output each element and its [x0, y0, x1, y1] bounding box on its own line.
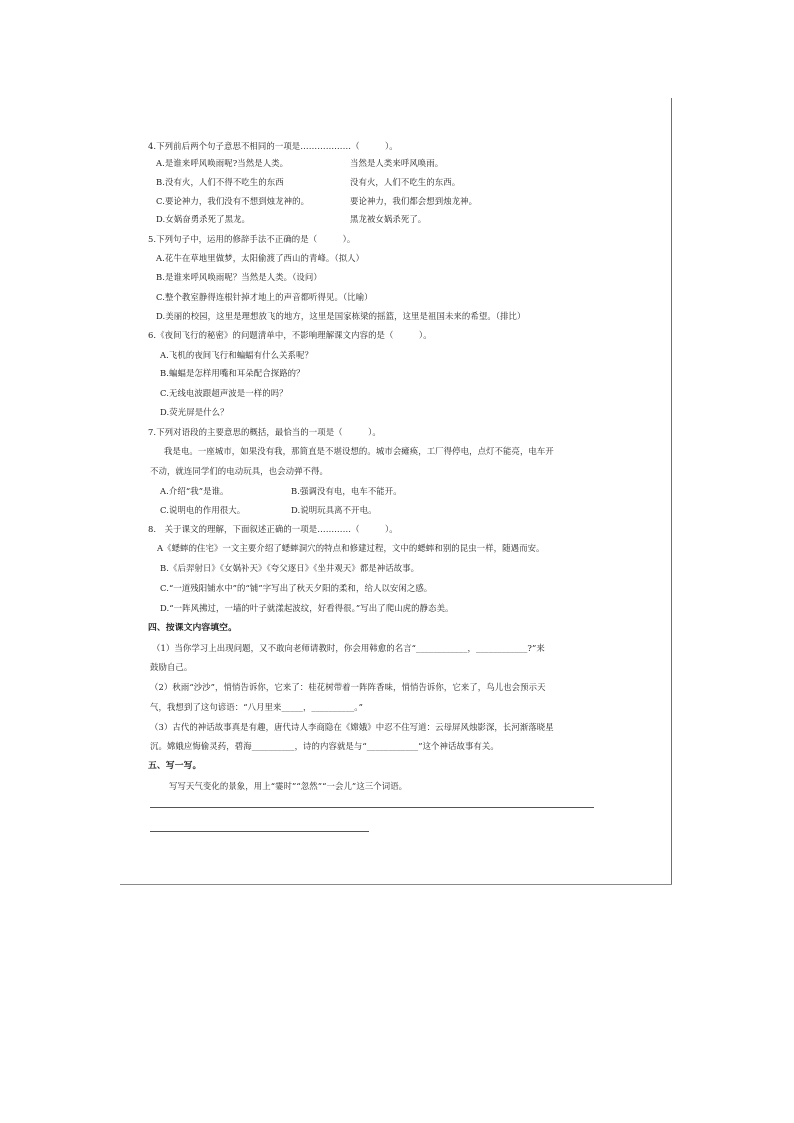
question-7-stem: 7.下列对语段的主要意思的概括，最恰当的一项是（ ）。	[148, 427, 381, 437]
fill-blank-3-line-1: （3）古代的神话故事真是有趣，唐代诗人李商隐在《嫦娥》中忍不住写道：云母屏风烛影深，长河渐落晓星	[150, 722, 554, 732]
question-5-option-b: B.是谁来呼风唤雨呢？当然是人类。（设问）	[156, 272, 322, 282]
question-6-option-b: B.蝙蝠是怎样用嘴和耳朵配合探路的？	[160, 368, 305, 378]
question-7-option-b: B.强调没有电，电车不能开。	[291, 486, 402, 496]
question-4-option-c-right: 要论神力，我们都会想到烛龙神。	[350, 196, 478, 206]
question-8-option-c: C.“一道残阳铺水中”的“铺”字写出了秋天夕阳的柔和，给人以安闲之感。	[160, 583, 433, 593]
writing-answer-line-2[interactable]	[150, 831, 369, 832]
fill-blank-1-line-1: （1）当你学习上出现问题，又不敢向老师请教时，你会用韩愈的名言“____________，____________?”来	[152, 643, 545, 653]
section-4-title: 四、按课文内容填空。	[148, 623, 237, 633]
question-5-option-d: D.美丽的校园，这里是理想放飞的地方，这里是国家栋梁的摇篮，这里是祖国未来的希望。（排比）	[156, 311, 526, 321]
question-8-option-a: A《蟋蟀的住宅》一文主要介绍了蟋蟀洞穴的特点和修建过程，文中的蟋蟀和别的昆虫一样，随遇而安。	[157, 543, 545, 553]
question-4-option-a-left: A.是谁来呼风唤雨呢?当然是人类。	[156, 158, 289, 168]
question-6-stem: 6.《夜间飞行的秘密》的问题清单中，不影响理解课文内容的是（ ）。	[148, 330, 432, 340]
question-4-option-b-left: B.没有火，人们不得不吃生的东西	[156, 177, 284, 187]
question-5-option-c: C.整个教室静得连根针掉才地上的声音都听得见。（比喻）	[156, 292, 373, 302]
fill-blank-3-line-2: 沉。嫦娥应悔偷灵药，碧海__________，诗的内容就是与“____________”这个神话故事有关。	[150, 741, 499, 751]
question-8-stem: 8. 关于课文的理解，下面叙述正确的一项是…………（ ）。	[148, 524, 398, 534]
section-5-title: 五、写一写。	[148, 761, 202, 771]
question-4-stem: 4.下列前后两个句子意思不相同的一项是………………（ ）。	[148, 141, 398, 151]
question-6-option-a: A.飞机的夜间飞行和蝙蝠有什么关系呢？	[160, 350, 313, 360]
scan-edge-bottom	[120, 884, 672, 885]
question-8-option-b: B.《后羿射日》《女娲补天》《夸父逐日》《坐井观天》都是神话故事。	[160, 563, 420, 573]
question-7-passage-line-2: 不动，就连同学们的电动玩具，也会动弹不得。	[150, 466, 328, 476]
question-4-option-d-left: D.女娲奋勇杀死了黑龙。	[156, 214, 251, 224]
writing-answer-line-1[interactable]	[150, 807, 594, 808]
fill-blank-2-line-2: 气，我想到了这句谚语：“八月里来_____，__________。”	[150, 702, 363, 712]
question-4-option-a-right: 当然是人类来呼风唤雨。	[350, 158, 444, 168]
question-7-option-a: A.介绍“我”是谁。	[160, 486, 229, 496]
question-4-option-c-left: C.要论神力，我们没有不想到烛龙神的。	[156, 196, 310, 206]
scan-edge-right	[671, 98, 672, 885]
fill-blank-2-line-1: （2）秋雨“沙沙”，悄悄告诉你，它来了：桂花树带着一阵阵香味，悄悄告诉你，它来了，鸟儿也会预示天	[150, 682, 546, 692]
question-5-stem: 5.下列句子中，运用的修辞手法不正确的是（ ）。	[148, 234, 356, 244]
question-4-option-b-right: 没有火，人们不吃生的东西。	[350, 177, 461, 187]
question-7-option-d: D.说明玩具离不开电。	[291, 505, 377, 515]
question-6-option-d: D.荧光屏是什么？	[160, 407, 229, 417]
question-8-option-d: D.“一阵风拂过，一墙的叶子就漾起波纹，好看得很。”写出了爬山虎的静态美。	[160, 603, 454, 613]
question-7-option-c: C.说明电的作用很大。	[160, 505, 246, 515]
question-5-option-a: A.花牛在草地里做梦，太阳偷渡了西山的青峰。（拟人）	[156, 253, 365, 263]
fill-blank-1-line-2: 鼓励自己。	[150, 662, 193, 672]
question-4-option-d-right: 黑龙被女娲杀死了。	[350, 214, 427, 224]
writing-prompt: 写写天气变化的景象，用上“霎时”“忽然”“一会儿”这三个词语。	[169, 781, 408, 791]
question-7-passage-line-1: 我是电。一座城市，如果没有我，那简直是不堪设想的。城市会瘫痪，工厂得停电，点灯不能亮，电车开	[164, 446, 554, 456]
question-6-option-c: C.无线电波跟超声波是一样的吗？	[160, 388, 288, 398]
